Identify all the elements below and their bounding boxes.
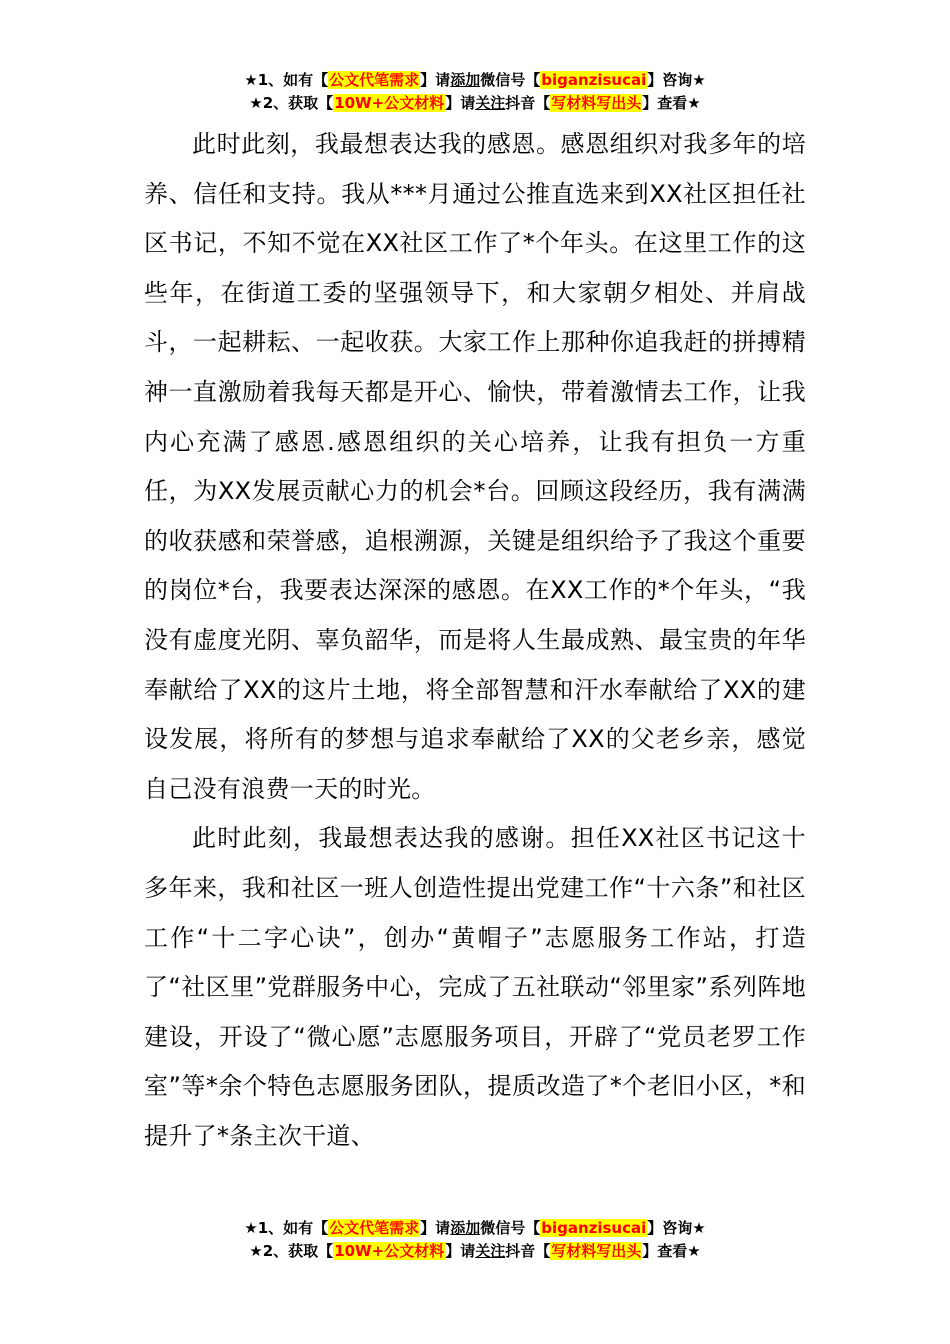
footer-banner [0,1217,950,1263]
highlight-materials: 10W+公文材料 [334,1242,445,1260]
paragraph-thanks: 此时此刻，我最想表达我的感谢。担任XX社区书记这十多年来，我和社区一班人创造性提出党建工作“十六条”和社区工作“十二字心诀”，创办“黄帽子”志愿服务工作站，打造了“社区里”党群服务中心，完成了五社联动“邻里家”系列阵地建设，开设了“微心愿”志愿服务项目，开辟了“党员老罗工作室”等*余个特色志愿服务团队，提质改造了*个老旧小区，*和提升了*条主次干道、 [144,824,806,1150]
underline-add: 添加 [450,1219,481,1237]
banner-text: 微信号【 [480,1219,541,1237]
underline-follow: 关注 [475,94,506,112]
highlight-wechat-id: biganzisucai [541,71,647,89]
banner-text: ★2、获取【 [249,94,334,112]
banner-text: 微信号【 [480,71,541,89]
document-body [144,120,806,1161]
banner-text: 】咨询★ [647,1219,706,1237]
header-banner [0,69,950,115]
highlight-materials: 10W+公文材料 [334,94,445,112]
banner-text: ★1、如有【 [244,71,329,89]
banner-text: 】查看★ [642,94,701,112]
paragraph-gratitude: 此时此刻，我最想表达我的感恩。感恩组织对我多年的培养、信任和支持。我从***月通过公推直选来到XX社区担任社区书记，不知不觉在XX社区工作了*个年头。在这里工作的这些年，在街道工委的坚强领导下，和大家朝夕相处、并肩战斗，一起耕耘、一起收获。大家工作上那种你追我赶的拼搏精神一直激励着我每天都是开心、愉快，带着激情去工作，让我内心充满了感恩.感恩组织的关心培养，让我有担负一方重任，为XX发展贡献心力的机会*台。回顾这段经历，我有满满的收获感和荣誉感，追根溯源，关键是组织给予了我这个重要的岗位*台，我要表达深深的感恩。在XX工作的*个年头，“我没有虚度光阴、辜负韶华，而是将人生最成熟、最宝贵的年华奉献给了XX的这片土地，将全部智慧和汗水奉献给了XX的建设发展，将所有的梦想与追求奉献给了XX的父老乡亲，感觉自己没有浪费一天的时光。 [144,130,806,803]
banner-line-1 [0,69,950,92]
highlight-service: 公文代笔需求 [329,71,420,89]
highlight-douyin-id: 写材料写出头 [551,1242,642,1260]
banner-text: 抖音【 [505,94,551,112]
banner-text: 抖音【 [505,1242,551,1260]
banner-text: 】请 [445,94,476,112]
underline-add: 添加 [450,71,481,89]
banner-text: ★1、如有【 [244,1219,329,1237]
banner-text: 】请 [445,1242,476,1260]
banner-text: 】咨询★ [647,71,706,89]
banner-text: ★2、获取【 [249,1242,334,1260]
highlight-wechat-id: biganzisucai [541,1219,647,1237]
banner-line-2 [0,92,950,115]
underline-follow: 关注 [475,1242,506,1260]
highlight-service: 公文代笔需求 [329,1219,420,1237]
highlight-douyin-id: 写材料写出头 [551,94,642,112]
banner-text: 】查看★ [642,1242,701,1260]
banner-line-1 [0,1217,950,1240]
banner-text: 】请 [420,1219,451,1237]
banner-text: 】请 [420,71,451,89]
banner-line-2 [0,1240,950,1263]
